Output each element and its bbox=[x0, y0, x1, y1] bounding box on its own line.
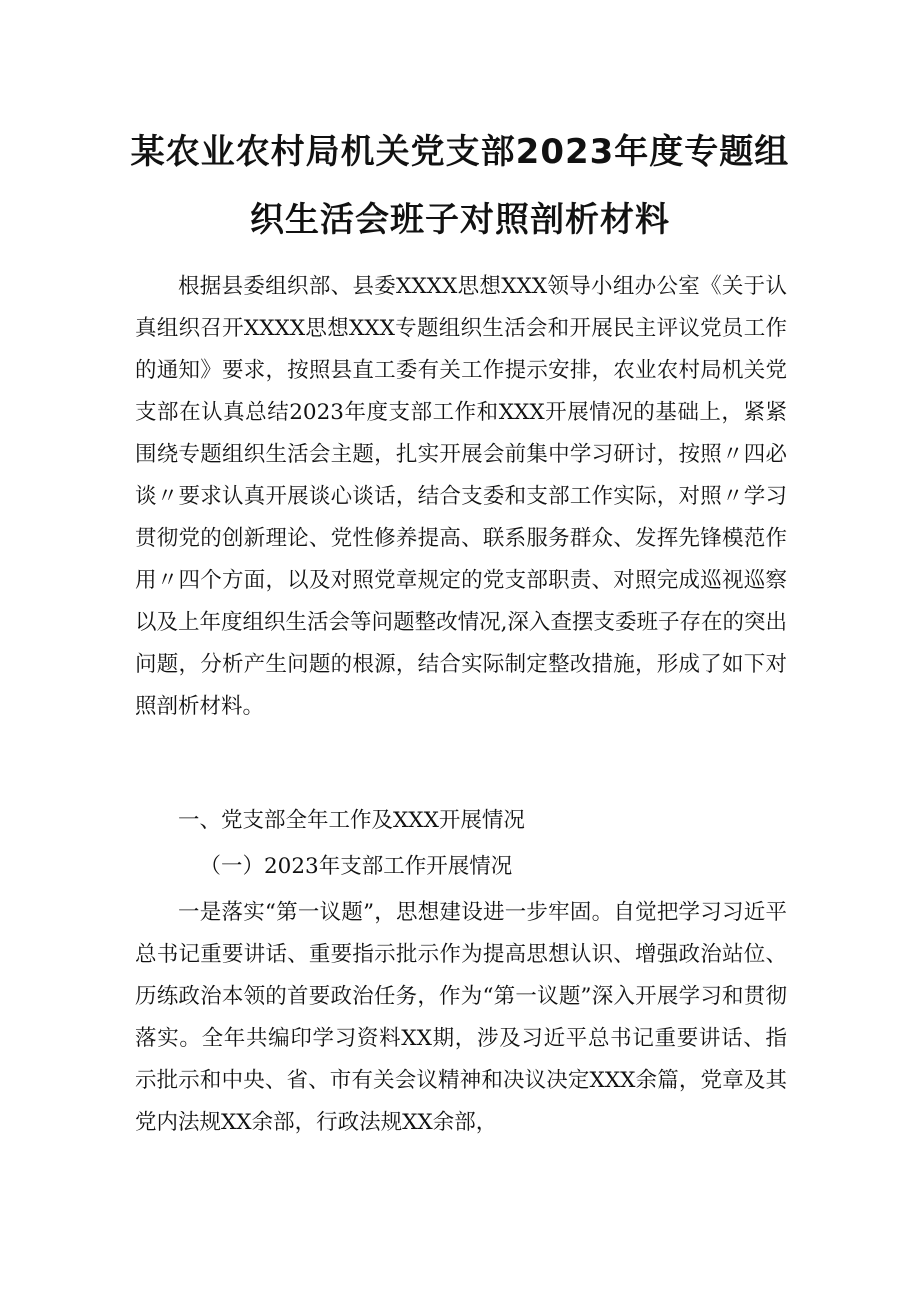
intro-paragraph: 根据县委组织部、县委XXXX思想XXX领导小组办公室《关于认真组织召开XXXX思想XXX专题组织生活会和开展民主评议党员工作的通知》要求，按照县直工委有关工作提示安排，农业农村局机关党支部在认真总结2023年度支部工作和XXX开展情况的基础上，紧紧围绕专题组织生活会主题，扎实开展会前集中学习研讨，按照〃四必谈〃要求认真开展谈心谈话，结合支委和支部工作实际，对照〃学习贯彻党的创新理论、党性修养提高、联系服务群众、发挥先锋模范作用〃四个方面，以及对照党章规定的党支部职责、对照完成巡视巡察以及上年度组织生活会等问题整改情况,深入查摆支委班子存在的突出问题，分析产生问题的根源，结合实际制定整改措施，形成了如下对照剖析材料。 bbox=[135, 274, 787, 719]
section-heading: 一、党支部全年工作及XXX开展情况 bbox=[178, 808, 525, 833]
body-paragraph: 一是落实“第一议题”，思想建设进一步牢固。自觉把学习习近平总书记重要讲话、重要指示批示作为提高思想认识、增强政治站位、历练政治本领的首要政治任务，作为“第一议题”深入开展学习和贯彻落实。全年共编印学习资料XX期，涉及习近平总书记重要讲话、指示批示和中央、省、市有关会议精神和决议决定XXX余篇，党章及其党内法规XX余部，行政法规XX余部， bbox=[135, 900, 787, 1135]
document-title-line-2: 织生活会班子对照剖析材料 bbox=[250, 200, 670, 240]
subsection-heading: （一）2023年支部工作开展情况 bbox=[199, 854, 513, 879]
document-title-line-1: 某农业农村局机关党支部2023年度专题组 bbox=[130, 132, 790, 172]
